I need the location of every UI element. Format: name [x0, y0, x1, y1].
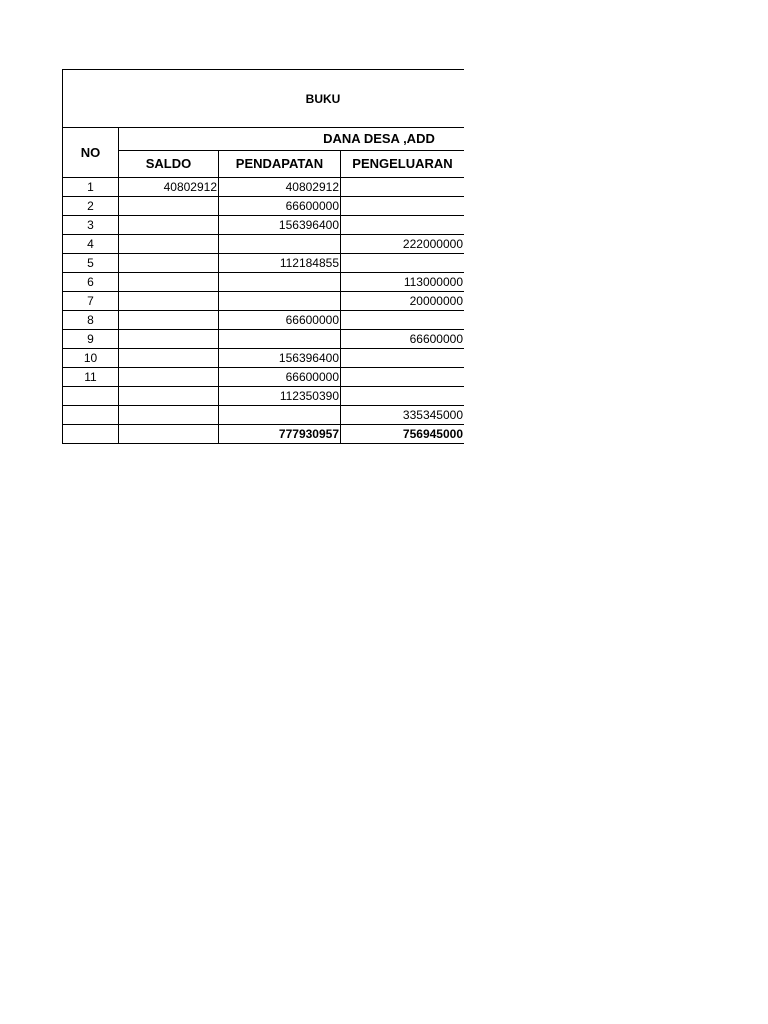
cell-pengeluaran[interactable]: 335345000: [341, 406, 465, 425]
cell-saldo[interactable]: [119, 216, 219, 235]
group-header: DANA DESA ,ADD: [323, 131, 435, 146]
cell-saldo[interactable]: 40802912: [119, 178, 219, 197]
table-row: [63, 368, 465, 387]
table-row: [63, 197, 465, 216]
table-row: [63, 178, 465, 197]
cell-pengeluaran[interactable]: [341, 197, 465, 216]
cell-pendapatan[interactable]: [219, 235, 341, 254]
cell-saldo[interactable]: [119, 330, 219, 349]
cell-no[interactable]: 7: [63, 292, 119, 311]
table-row: [63, 406, 465, 425]
cell-no[interactable]: 6: [63, 273, 119, 292]
group-header-cell[interactable]: [119, 128, 465, 151]
cell-pendapatan[interactable]: [219, 273, 341, 292]
cell-no[interactable]: [63, 387, 119, 406]
cell-saldo[interactable]: [119, 235, 219, 254]
cell-no[interactable]: [63, 406, 119, 425]
cell-pengeluaran[interactable]: 113000000: [341, 273, 465, 292]
cell-saldo[interactable]: [119, 349, 219, 368]
cell-pendapatan[interactable]: 40802912: [219, 178, 341, 197]
cell-pendapatan[interactable]: 112350390: [219, 387, 341, 406]
header-no[interactable]: NO: [63, 128, 119, 178]
cell-pengeluaran[interactable]: [341, 178, 465, 197]
cell-pendapatan[interactable]: [219, 292, 341, 311]
cell-no[interactable]: 10: [63, 349, 119, 368]
cell-pengeluaran[interactable]: [341, 368, 465, 387]
cell-no[interactable]: 4: [63, 235, 119, 254]
title-cell[interactable]: [63, 70, 465, 128]
spreadsheet-table: [62, 69, 464, 444]
cell-saldo[interactable]: [119, 197, 219, 216]
table-row: [63, 330, 465, 349]
cell-no[interactable]: 9: [63, 330, 119, 349]
cell-pendapatan[interactable]: 66600000: [219, 197, 341, 216]
cash-book-table: [62, 69, 464, 444]
cell-saldo[interactable]: [119, 254, 219, 273]
sheet-title: BUKU: [305, 91, 341, 106]
table-row: [63, 292, 465, 311]
table-row: [63, 273, 465, 292]
column-header-row: [63, 151, 465, 178]
cell-pengeluaran[interactable]: [341, 254, 465, 273]
cell-pendapatan[interactable]: 156396400: [219, 349, 341, 368]
table-row: [63, 216, 465, 235]
cell-pengeluaran[interactable]: [341, 349, 465, 368]
cell-saldo[interactable]: [119, 273, 219, 292]
cell-pengeluaran[interactable]: [341, 387, 465, 406]
total-row: [63, 425, 465, 444]
cell-pengeluaran[interactable]: 222000000: [341, 235, 465, 254]
table-row: [63, 349, 465, 368]
cell-no[interactable]: 2: [63, 197, 119, 216]
cell-saldo[interactable]: [119, 425, 219, 444]
cell-pendapatan[interactable]: 112184855: [219, 254, 341, 273]
cell-no[interactable]: 5: [63, 254, 119, 273]
table-row: [63, 311, 465, 330]
cell-pendapatan[interactable]: [219, 330, 341, 349]
group-header-row: [63, 128, 465, 151]
table-row: [63, 387, 465, 406]
cell-pengeluaran[interactable]: [341, 311, 465, 330]
cell-pendapatan[interactable]: 156396400: [219, 216, 341, 235]
cell-pengeluaran[interactable]: [341, 216, 465, 235]
cell-pengeluaran[interactable]: 20000000: [341, 292, 465, 311]
cell-pengeluaran[interactable]: 66600000: [341, 330, 465, 349]
title-row: [63, 70, 465, 128]
cell-no[interactable]: 1: [63, 178, 119, 197]
cell-pendapatan[interactable]: 777930957: [219, 425, 341, 444]
cell-pendapatan[interactable]: 66600000: [219, 368, 341, 387]
cell-saldo[interactable]: [119, 368, 219, 387]
cell-saldo[interactable]: [119, 387, 219, 406]
header-saldo[interactable]: SALDO: [119, 151, 219, 178]
table-row: [63, 254, 465, 273]
cell-no[interactable]: 11: [63, 368, 119, 387]
header-pengeluaran[interactable]: PENGELUARAN: [341, 151, 465, 178]
cell-pendapatan[interactable]: [219, 406, 341, 425]
header-pendapatan[interactable]: PENDAPATAN: [219, 151, 341, 178]
table-row: [63, 235, 465, 254]
cell-no[interactable]: 3: [63, 216, 119, 235]
cell-saldo[interactable]: [119, 311, 219, 330]
cell-saldo[interactable]: [119, 406, 219, 425]
cell-no[interactable]: 8: [63, 311, 119, 330]
cell-pengeluaran[interactable]: 756945000: [341, 425, 465, 444]
cell-no[interactable]: [63, 425, 119, 444]
cell-pendapatan[interactable]: 66600000: [219, 311, 341, 330]
cell-saldo[interactable]: [119, 292, 219, 311]
